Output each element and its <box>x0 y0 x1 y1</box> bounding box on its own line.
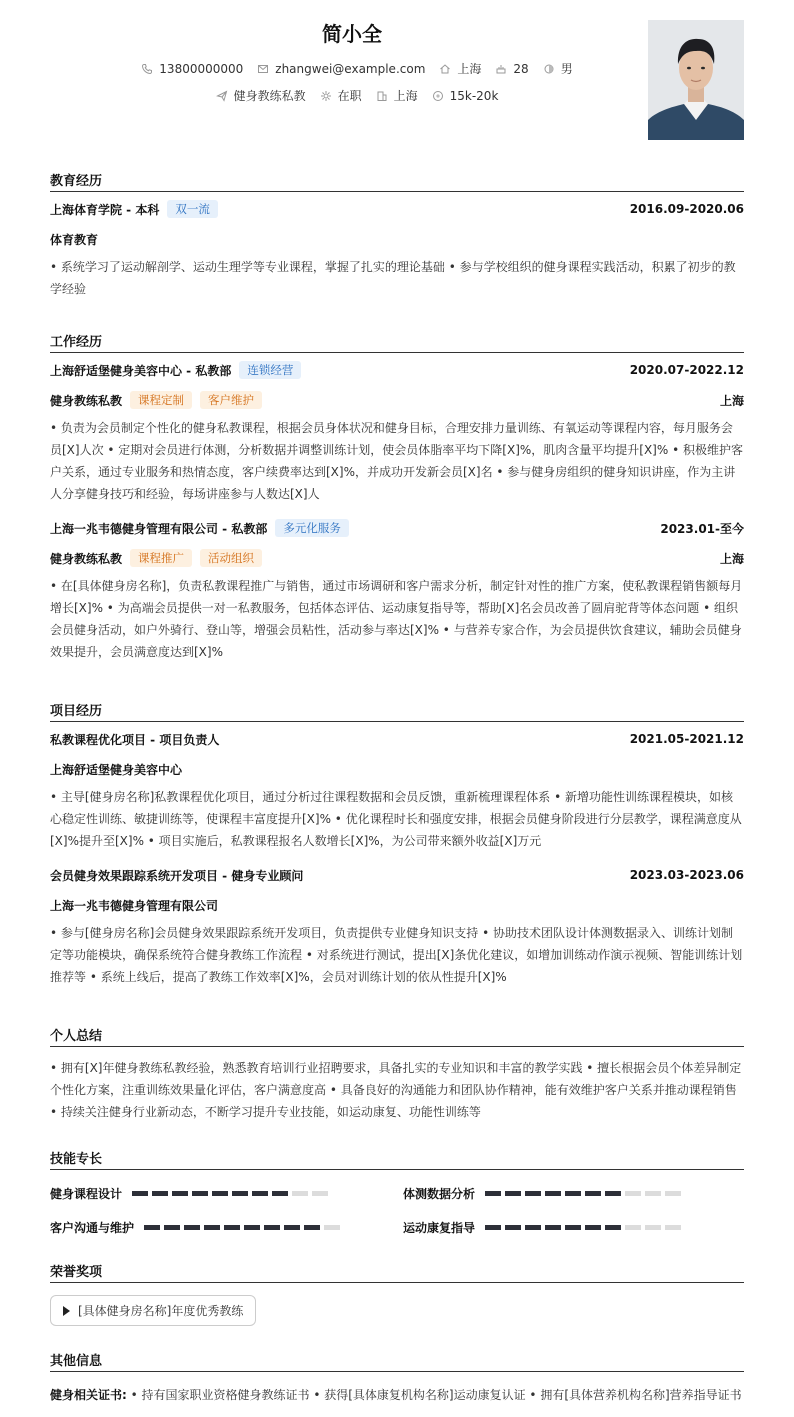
phone-text: 13800000000 <box>159 61 244 76</box>
skill-level-segment-empty <box>312 1191 328 1196</box>
skills-section <box>50 1148 744 1238</box>
summary-text: • 拥有[X]年健身教练私教经验，熟悉教育培训行业招聘要求，具备扎实的专业知识和丰富的教学实践 • 擅长根据会员个体差异制定个性化方案，注重训练效果量化评估，客户满意度高 • 具备良好的沟通能力和团队协作精神，能有效维护客户关系并推动课程销售 • 持续关注健身行业新动态，不断学习提升专业技能，如运动康复、功能性训练等 <box>50 1061 742 1119</box>
company-tag: 多元化服务 <box>275 519 349 537</box>
skill-level-segment-filled <box>272 1191 288 1196</box>
skills-title: 技能专长 <box>50 1148 744 1170</box>
summary-title: 个人总结 <box>50 1025 744 1047</box>
salary-info <box>432 89 499 103</box>
location-text: 上海 <box>457 62 482 76</box>
honors-section <box>50 1261 744 1326</box>
company-tag: 连锁经营 <box>239 361 301 379</box>
phone-icon <box>141 63 153 75</box>
skill-level-segment-empty <box>292 1191 308 1196</box>
skill-level-segment-filled <box>244 1225 260 1230</box>
project-item <box>50 724 744 852</box>
project-item <box>50 860 744 988</box>
skill-level-segment-empty <box>665 1191 681 1196</box>
certificates-text: • 持有国家职业资格健身教练证书 • 获得[具体康复机构名称]运动康复认证 • 拥有[具体营养机构名称]营养指导证书 <box>130 1388 742 1402</box>
skill-level-segment-filled <box>264 1225 280 1230</box>
skill-level-segment-filled <box>585 1191 601 1196</box>
education-title: 教育经历 <box>50 170 744 192</box>
project-org: 上海一兆韦德健身管理有限公司 <box>50 898 219 913</box>
work-description: • 在[具体健身房名称]，负责私教课程推广与销售，通过市场调研和客户需求分析，制定针对性的推广方案，使私教课程销售额每月增长[X]% • 为高端会员提供一对一私教服务，包括体态评估、运动康复指导等，帮助[X]名会员改善了圆肩驼背等体态问题 • 组织会员健身活动，如户外骑行、登山等，增强会员粘性，活动参与率达[X]% • 与营养专家合作，为会员提供饮食建议，辅助会员健身效果提升，会员满意度达到[X]% <box>50 579 743 659</box>
skill-level-segment-filled <box>525 1191 541 1196</box>
skill-level-segment-filled <box>184 1225 200 1230</box>
work-date: 2020.07-2022.12 <box>629 363 744 377</box>
skill-tag: 课程推广 <box>130 549 192 567</box>
skill-level-segment-empty <box>645 1225 661 1230</box>
skill-level-segment-filled <box>132 1191 148 1196</box>
project-date: 2021.05-2021.12 <box>629 732 744 746</box>
job-intent-row <box>70 87 644 104</box>
job-target-info <box>216 87 306 104</box>
contact-row <box>70 60 644 77</box>
profile-photo <box>648 20 744 140</box>
award-item[interactable] <box>50 1295 256 1326</box>
skill-level-segment-empty <box>665 1225 681 1230</box>
skill-tag: 客户维护 <box>200 391 262 409</box>
skill-level-segment-filled <box>152 1191 168 1196</box>
salary-text: 15k-20k <box>449 88 499 103</box>
projects-section <box>50 700 744 988</box>
education-section <box>50 170 744 300</box>
skill-level-segment-empty <box>625 1225 641 1230</box>
skill-name: 运动康复指导 <box>403 1220 476 1235</box>
skill-tag: 课程定制 <box>130 391 192 409</box>
resume-header <box>50 0 744 160</box>
age-info <box>495 62 528 76</box>
skill-level-segment-filled <box>192 1191 208 1196</box>
project-description: • 参与[健身房名称]会员健身效果跟踪系统开发项目，负责提供专业健身知识支持 • 协助技术团队设计体测数据录入、训练计划制定等功能模块，确保系统符合健身教练工作流程 • 对系统进行测试，提出[X]条优化建议，如增加训练动作演示视频、智能训练计划推荐等 • 系统上线后，提高了教练工作效率[X]%，会员对训练计划的依从性提升[X]% <box>50 926 743 984</box>
other-section <box>50 1350 744 1403</box>
mail-icon <box>257 63 269 75</box>
company-name: 上海舒适堡健身美容中心 - 私教部 <box>50 363 232 378</box>
company-name: 上海一兆韦德健身管理有限公司 - 私教部 <box>50 521 268 536</box>
status-info <box>320 87 362 104</box>
work-section <box>50 331 744 663</box>
skill-level-segment-filled <box>605 1191 621 1196</box>
gender-text: 男 <box>560 62 573 76</box>
skill-level-segment-filled <box>525 1225 541 1230</box>
skill-name: 客户沟通与维护 <box>50 1220 135 1235</box>
job-role: 健身教练私教 <box>50 551 123 566</box>
gender-icon <box>543 63 555 75</box>
skill-level-segment-filled <box>224 1225 240 1230</box>
skill-level-segment-empty <box>645 1191 661 1196</box>
skill-level-segment-filled <box>585 1225 601 1230</box>
building-icon <box>376 90 388 102</box>
skill-level-segment-filled <box>144 1225 160 1230</box>
certificates-row <box>50 1386 744 1403</box>
gender-info <box>543 60 573 77</box>
candidate-name: 简小全 <box>322 22 382 46</box>
work-date: 2023.01-至今 <box>660 521 744 536</box>
skill-item <box>50 1216 403 1238</box>
project-title: 私教课程优化项目 - 项目负责人 <box>50 732 220 747</box>
skill-level-segment-filled <box>565 1225 581 1230</box>
project-description: • 主导[健身房名称]私教课程优化项目，通过分析过往课程数据和会员反馈，重新梳理课程体系 • 新增功能性训练课程模块，如核心稳定性训练、敏捷训练等，使课程丰富度提升[X]% • 优化课程时长和强度安排，根据会员健身阶段进行分层教学，课程满意度从[X]%提升至[X]% • 项目实施后，私教课程报名人数增长[X]%，为公司带来额外收益[X]万元 <box>50 790 742 848</box>
skill-level-segment-filled <box>304 1225 320 1230</box>
skill-level-bar <box>132 1191 328 1196</box>
skill-level-segment-filled <box>545 1191 561 1196</box>
status-text: 在职 <box>337 89 362 103</box>
certificates-label: 健身相关证书: <box>50 1388 127 1402</box>
skill-level-segment-empty <box>625 1191 641 1196</box>
coin-icon <box>432 90 444 102</box>
skill-level-segment-filled <box>204 1225 220 1230</box>
projects-title: 项目经历 <box>50 700 744 722</box>
skill-level-segment-filled <box>505 1191 521 1196</box>
gear-icon <box>320 90 332 102</box>
age-text: 28 <box>513 61 529 76</box>
phone-info <box>141 62 243 76</box>
skill-level-segment-empty <box>324 1225 340 1230</box>
send-icon <box>216 90 228 102</box>
skill-level-bar <box>485 1191 681 1196</box>
education-description: • 系统学习了运动解剖学、运动生理学等专业课程，掌握了扎实的理论基础 • 参与学校组织的健身课程实践活动，积累了初步的教学经验 <box>50 260 736 296</box>
skill-level-segment-filled <box>172 1191 188 1196</box>
skill-level-segment-filled <box>545 1225 561 1230</box>
cake-icon <box>495 63 507 75</box>
skill-level-segment-filled <box>284 1225 300 1230</box>
work-city: 上海 <box>719 551 744 566</box>
job-role: 健身教练私教 <box>50 393 123 408</box>
email-info <box>257 62 425 76</box>
work-description: • 负责为会员制定个性化的健身私教课程，根据会员身体状况和健身目标，合理安排力量训练、有氧运动等课程内容，每月服务会员[X]人次 • 定期对会员进行体测，分析数据并调整训练计划，使会员体脂率平均下降[X]%，肌肉含量平均提升[X]% • 积极维护客户关系，通过专业服务和热情态度，客户续费率达到[X]%，并成功开发新会员[X]名 • 参与健身房组织的健身知识讲座，作为主讲人分享健身技巧和经验，每场讲座参与人数达[X]人 <box>50 421 743 501</box>
skill-item <box>50 1182 403 1204</box>
skill-item <box>403 1216 744 1238</box>
project-date: 2023.03-2023.06 <box>629 868 744 882</box>
education-item <box>50 194 744 300</box>
skill-level-segment-filled <box>485 1191 501 1196</box>
summary-section <box>50 1025 744 1123</box>
education-date: 2016.09-2020.06 <box>629 202 744 216</box>
skills-grid <box>50 1182 744 1238</box>
project-title: 会员健身效果跟踪系统开发项目 - 健身专业顾问 <box>50 868 304 883</box>
home-icon <box>439 63 451 75</box>
skill-level-bar <box>485 1225 681 1230</box>
school-name: 上海体育学院 - 本科 <box>50 202 160 217</box>
target-city-info <box>376 87 418 104</box>
target-city-text: 上海 <box>393 89 418 103</box>
skill-level-segment-filled <box>565 1191 581 1196</box>
job-target-text: 健身教练私教 <box>233 89 306 103</box>
award-label: [具体健身房名称]年度优秀教练 <box>78 1304 244 1318</box>
work-item <box>50 513 744 663</box>
skill-level-segment-filled <box>164 1225 180 1230</box>
work-city: 上海 <box>719 393 744 408</box>
play-icon <box>63 1306 70 1316</box>
skill-item <box>403 1182 744 1204</box>
location-info <box>439 60 481 77</box>
major-name: 体育教育 <box>50 232 99 247</box>
skill-name: 体测数据分析 <box>403 1186 476 1201</box>
skill-level-segment-filled <box>252 1191 268 1196</box>
skill-tag: 活动组织 <box>200 549 262 567</box>
skill-name: 健身课程设计 <box>50 1186 123 1201</box>
skill-level-bar <box>144 1225 340 1230</box>
school-tag: 双一流 <box>167 200 218 218</box>
work-title: 工作经历 <box>50 331 744 353</box>
skill-level-segment-filled <box>212 1191 228 1196</box>
skill-level-segment-filled <box>232 1191 248 1196</box>
skill-level-segment-filled <box>485 1225 501 1230</box>
project-org: 上海舒适堡健身美容中心 <box>50 762 183 777</box>
skill-level-segment-filled <box>605 1225 621 1230</box>
work-item <box>50 355 744 505</box>
other-title: 其他信息 <box>50 1350 744 1372</box>
skill-level-segment-filled <box>505 1225 521 1230</box>
honors-title: 荣誉奖项 <box>50 1261 744 1283</box>
email-text: zhangwei@example.com <box>275 61 426 76</box>
